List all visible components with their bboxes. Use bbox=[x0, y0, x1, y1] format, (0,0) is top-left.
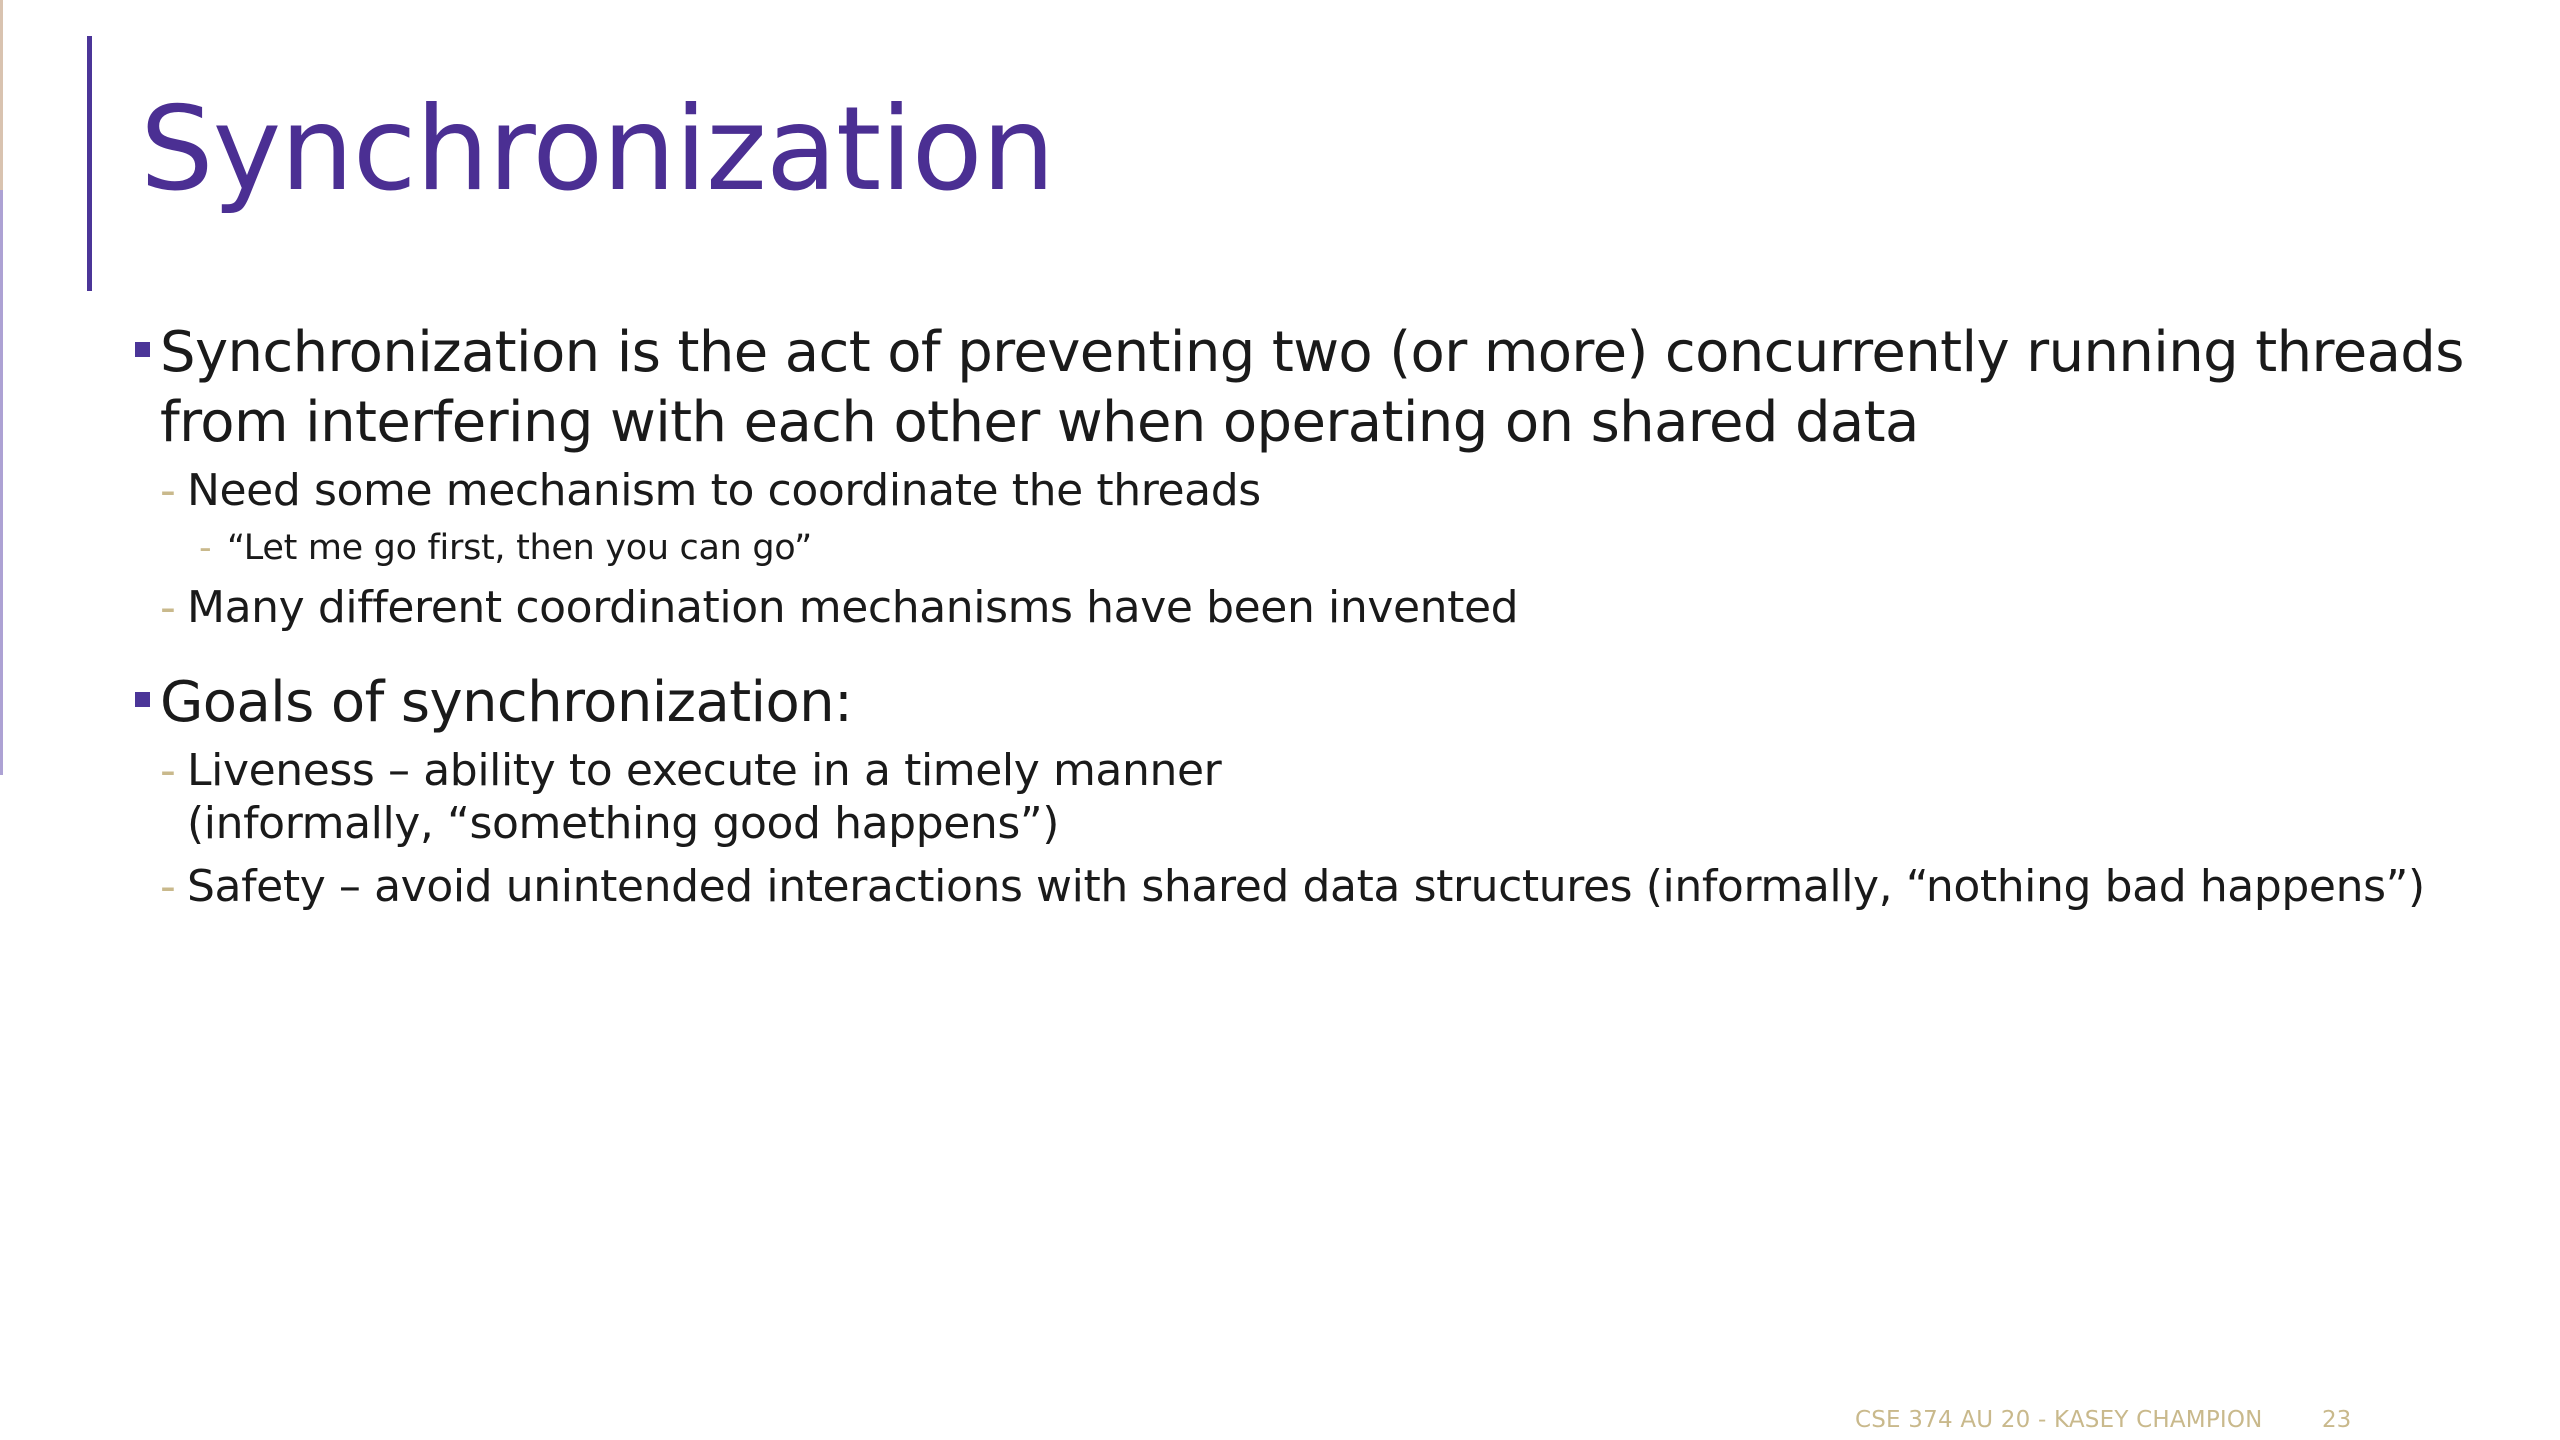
subbullet-mechanisms bbox=[135, 581, 2485, 634]
bullet-text: Synchronization is the act of preventing two (or more) concurrently running threads from interfering with each other when operating on shared data bbox=[160, 320, 2464, 455]
footer-course-label: CSE 374 AU 20 - KASEY CHAMPION bbox=[1855, 1407, 2263, 1433]
subbullet-safety bbox=[135, 860, 2485, 913]
subsubbullet-let-me-go-first bbox=[135, 525, 2485, 571]
bullet-text: Goals of synchronization: bbox=[160, 670, 853, 735]
dash-bullet-icon: - bbox=[160, 465, 176, 516]
square-bullet-icon bbox=[135, 342, 150, 357]
subbullet-liveness bbox=[135, 744, 2485, 850]
dash-bullet-icon: - bbox=[160, 745, 176, 796]
page-number: 23 bbox=[2322, 1407, 2352, 1433]
dash-bullet-icon: - bbox=[160, 582, 176, 633]
title-accent-bar bbox=[87, 36, 92, 291]
slide-title: Synchronization bbox=[140, 82, 1055, 217]
subbullet-text: Many different coordination mechanisms have been invented bbox=[187, 582, 1519, 633]
subbullet-text: Safety – avoid unintended interactions with shared data structures (informally, “nothing bad happens”) bbox=[187, 861, 2425, 912]
left-edge-decoration bbox=[0, 0, 3, 190]
subbullet-text-line2: (informally, “something good happens”) bbox=[187, 798, 1060, 849]
dash-bullet-icon: - bbox=[199, 528, 212, 568]
subbullet-text-line1: Liveness – ability to execute in a timely manner bbox=[187, 745, 1222, 796]
subbullet-text: Need some mechanism to coordinate the threads bbox=[187, 465, 1261, 516]
left-edge-line bbox=[0, 190, 3, 775]
subsubbullet-text: “Let me go first, then you can go” bbox=[227, 528, 812, 568]
square-bullet-icon bbox=[135, 692, 150, 707]
bullet-goals bbox=[135, 668, 2485, 738]
dash-bullet-icon: - bbox=[160, 861, 176, 912]
slide-body bbox=[135, 318, 2485, 913]
subbullet-coordinate bbox=[135, 464, 2485, 517]
bullet-definition bbox=[135, 318, 2485, 458]
